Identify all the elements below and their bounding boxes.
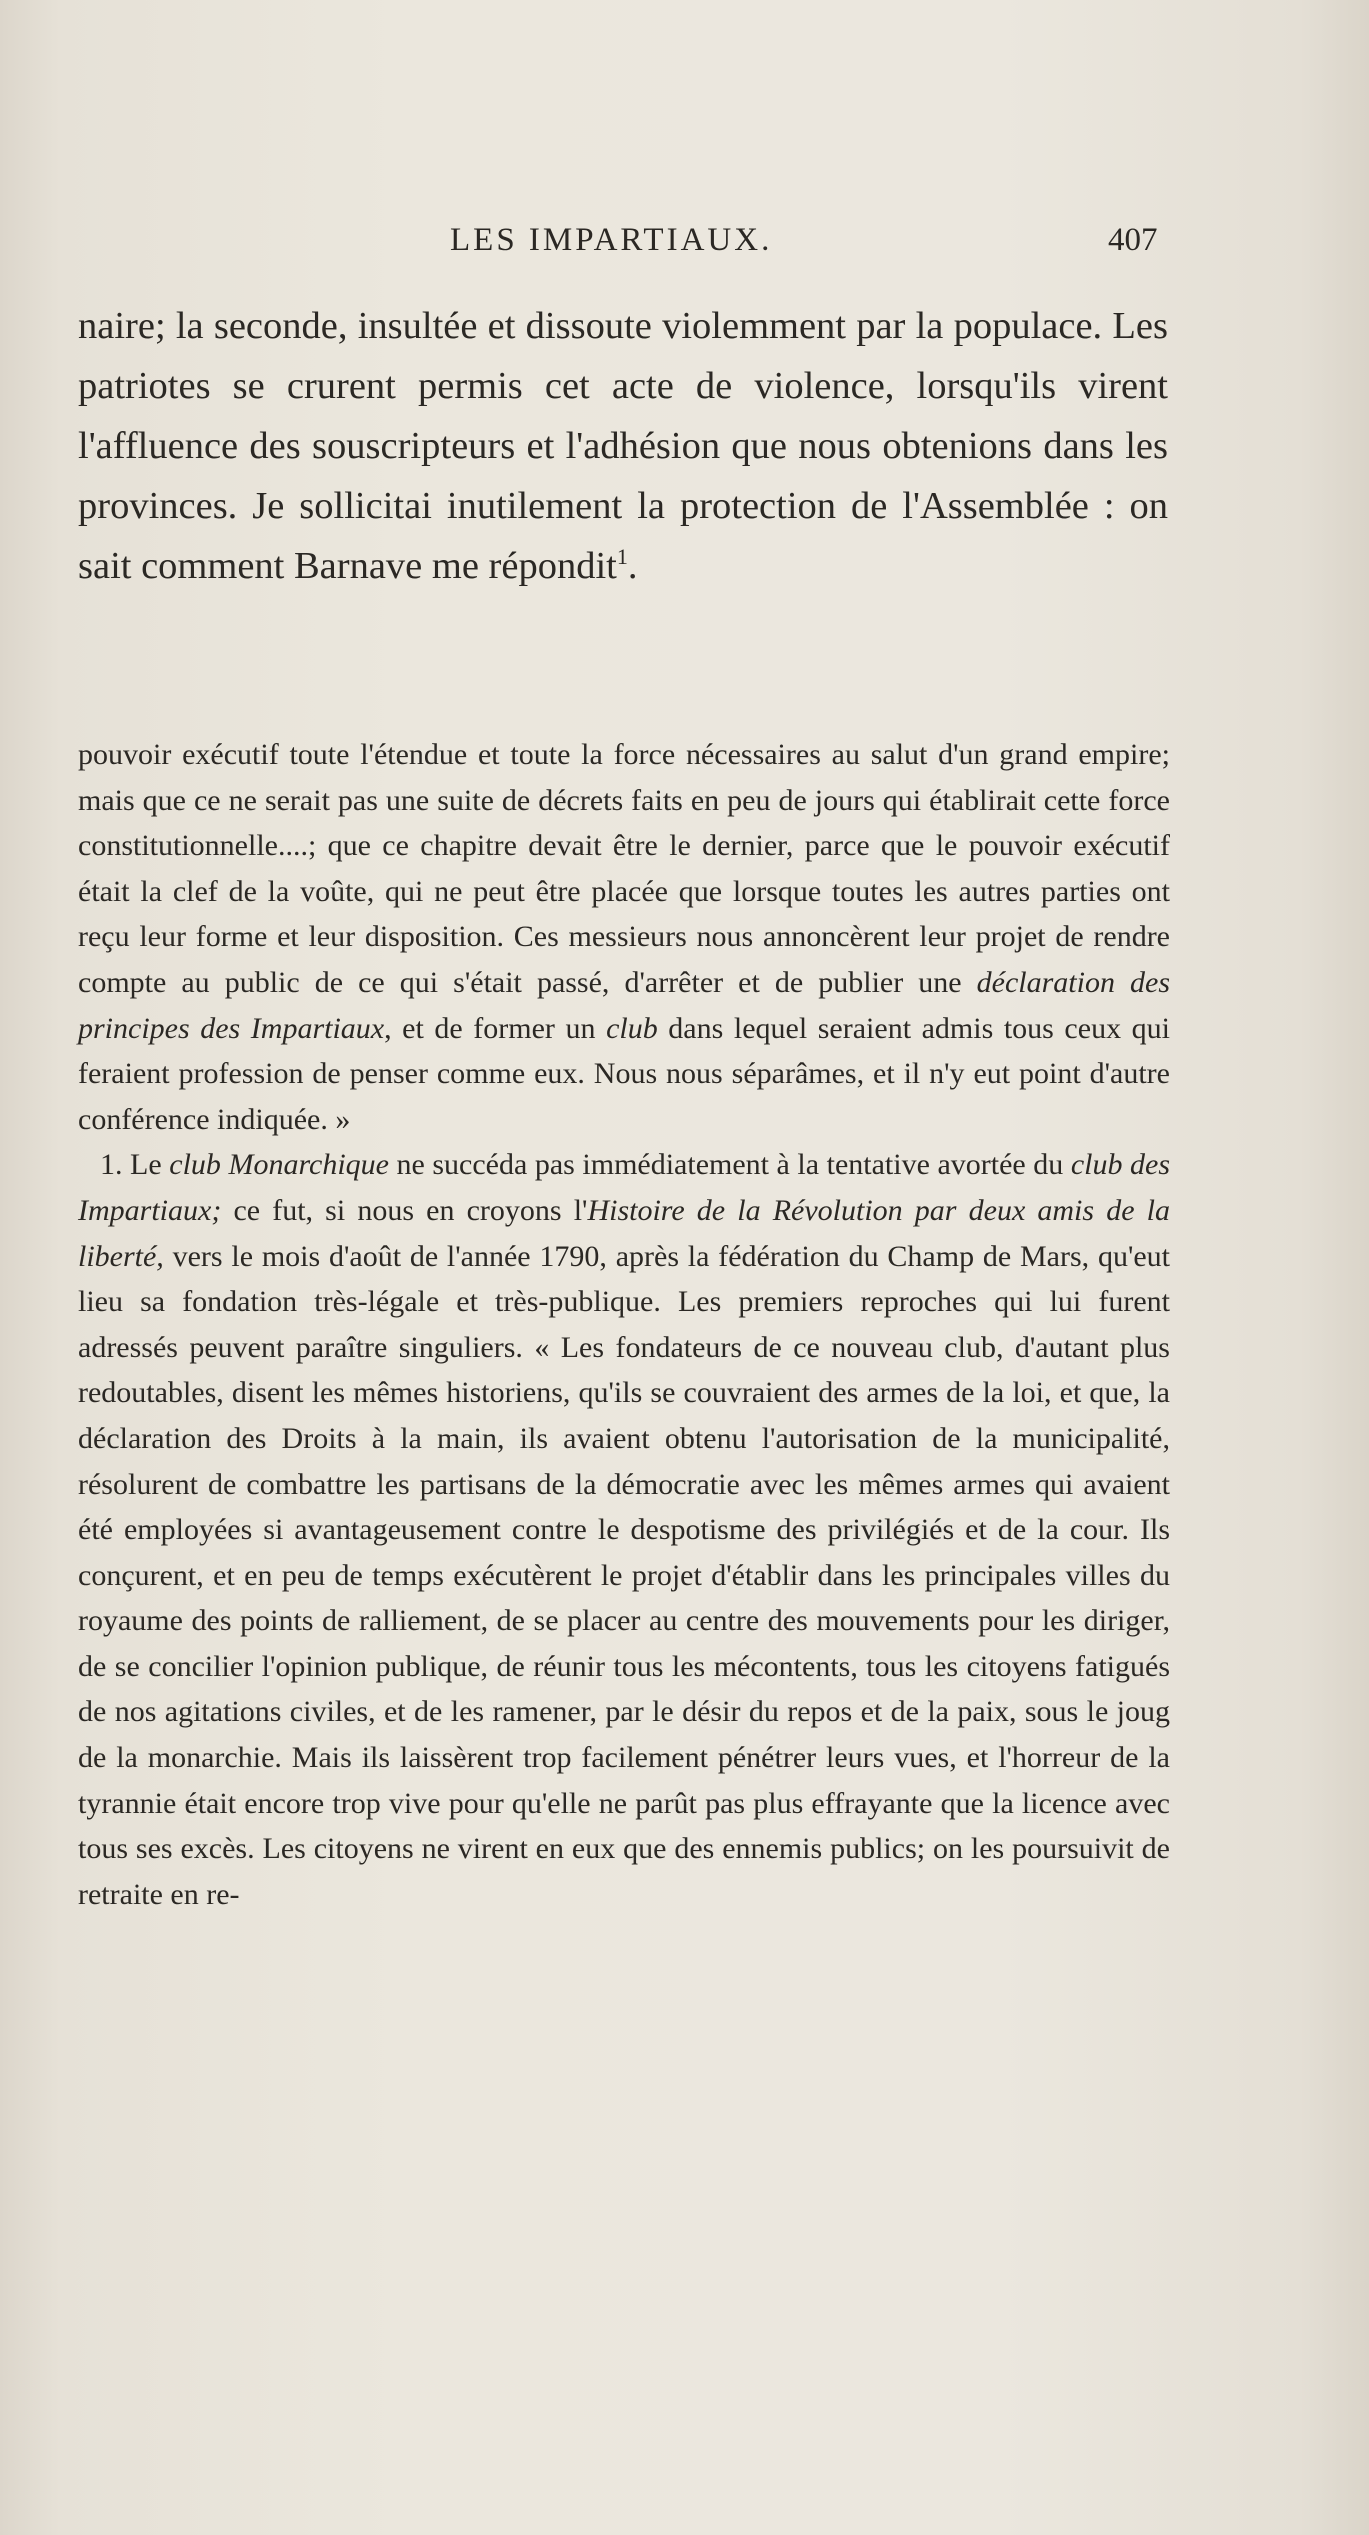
note-italic: déclaration des principes des Impartiaux xyxy=(78,965,1170,1045)
footnote-1 xyxy=(78,1142,1170,1917)
footnote-reference: 1 xyxy=(616,544,628,569)
note-text: , et de former un xyxy=(384,1011,607,1045)
main-text xyxy=(78,296,1168,596)
note-italic: club des Impartiaux; xyxy=(78,1148,1171,1227)
page-header xyxy=(78,222,1168,266)
note-italic: club xyxy=(606,1011,658,1045)
paragraph-text: naire; la seconde, insultée et dissoute violemment par la populace. Les patriotes se crurent permis cet acte de violence, lorsqu'ils virent l'affluence des souscripteurs et l'adhésion que nous obtenions dans les provinces. Je sollicitai inutilement la protection de l'Assemblée : on sait comment Barnave me répondit xyxy=(78,305,1168,587)
note-text: dans lequel seraient admis tous ceux qui feraient profession de penser comme eux. Nous nous séparâmes, et il n'y eut point d'autre conférence indiquée. » xyxy=(78,1011,1170,1136)
paragraph-end: . xyxy=(627,545,638,587)
note-italic: club Monarchique xyxy=(169,1148,389,1182)
footnote-number: 1. xyxy=(100,1148,123,1182)
paragraph xyxy=(78,296,1168,596)
note-text: Le xyxy=(122,1148,170,1182)
page-number: 407 xyxy=(1108,222,1158,258)
note-text: ne succéda pas immédiatement à la tentative avortée du xyxy=(388,1148,1071,1182)
note-text: vers le mois d'août de l'année 1790, après la fédération du Champ de Mars, qu'eut lieu sa fondation très-légale et très-publique. Les premiers reproches qui lui furent adressés peuvent paraître singuliers. « Les fondateurs de ce nouveau club, d'autant plus redoutables, disent les mêmes historiens, qu'ils se couvraient des armes de la loi, et que, la déclaration des Droits à la main, ils avaient obtenu l'autorisation de la municipalité, résolurent de combattre les partisans de la démocratie avec les mêmes armes qui avaient été employées si avantageusement contre le despotisme des privilégiés et de la cour. Ils conçurent, et en peu de temps exécutèrent le projet d'établir dans les principales villes du royaume des points de ralliement, de se placer au centre des mouvements pour les diriger, de se concilier l'opinion publique, de réunir tous les mécontents, tous les citoyens fatigués de nos agitations civiles, et de les ramener, par le désir du repos et de la paix, sous le joug de la monarchie. Mais ils laissèrent trop facilement pénétrer leurs vues, et l'horreur de la tyrannie était encore trop vive pour qu'elle ne parût pas plus effrayante que la licence avec tous ses excès. Les citoyens ne virent en eux que des ennemis publics; on les poursuivit de retraite en re- xyxy=(78,1239,1170,1911)
note-italic: Histoire de la Révolution par deux amis de la liberté, xyxy=(78,1193,1170,1273)
running-title: LES IMPARTIAUX. xyxy=(450,222,773,258)
note-text: pouvoir exécutif toute l'étendue et toute la force nécessaires au salut d'un grand empire; mais que ce ne serait pas une suite de décrets faits en peu de jours qui établirait cette force constitutionnelle....; que ce chapitre devait être le dernier, parce que le pouvoir exécutif était la clef de la voûte, qui ne peut être placée que lorsque toutes les autres parties ont reçu leur forme et leur disposition. Ces messieurs nous annoncèrent leur projet de rendre compte au public de ce qui s'était passé, d'arrêter et de publier une xyxy=(78,738,1170,999)
footnotes xyxy=(78,732,1170,1917)
note-text: ce fut, si nous en croyons l' xyxy=(221,1193,588,1227)
footnote-continuation xyxy=(78,732,1170,1142)
